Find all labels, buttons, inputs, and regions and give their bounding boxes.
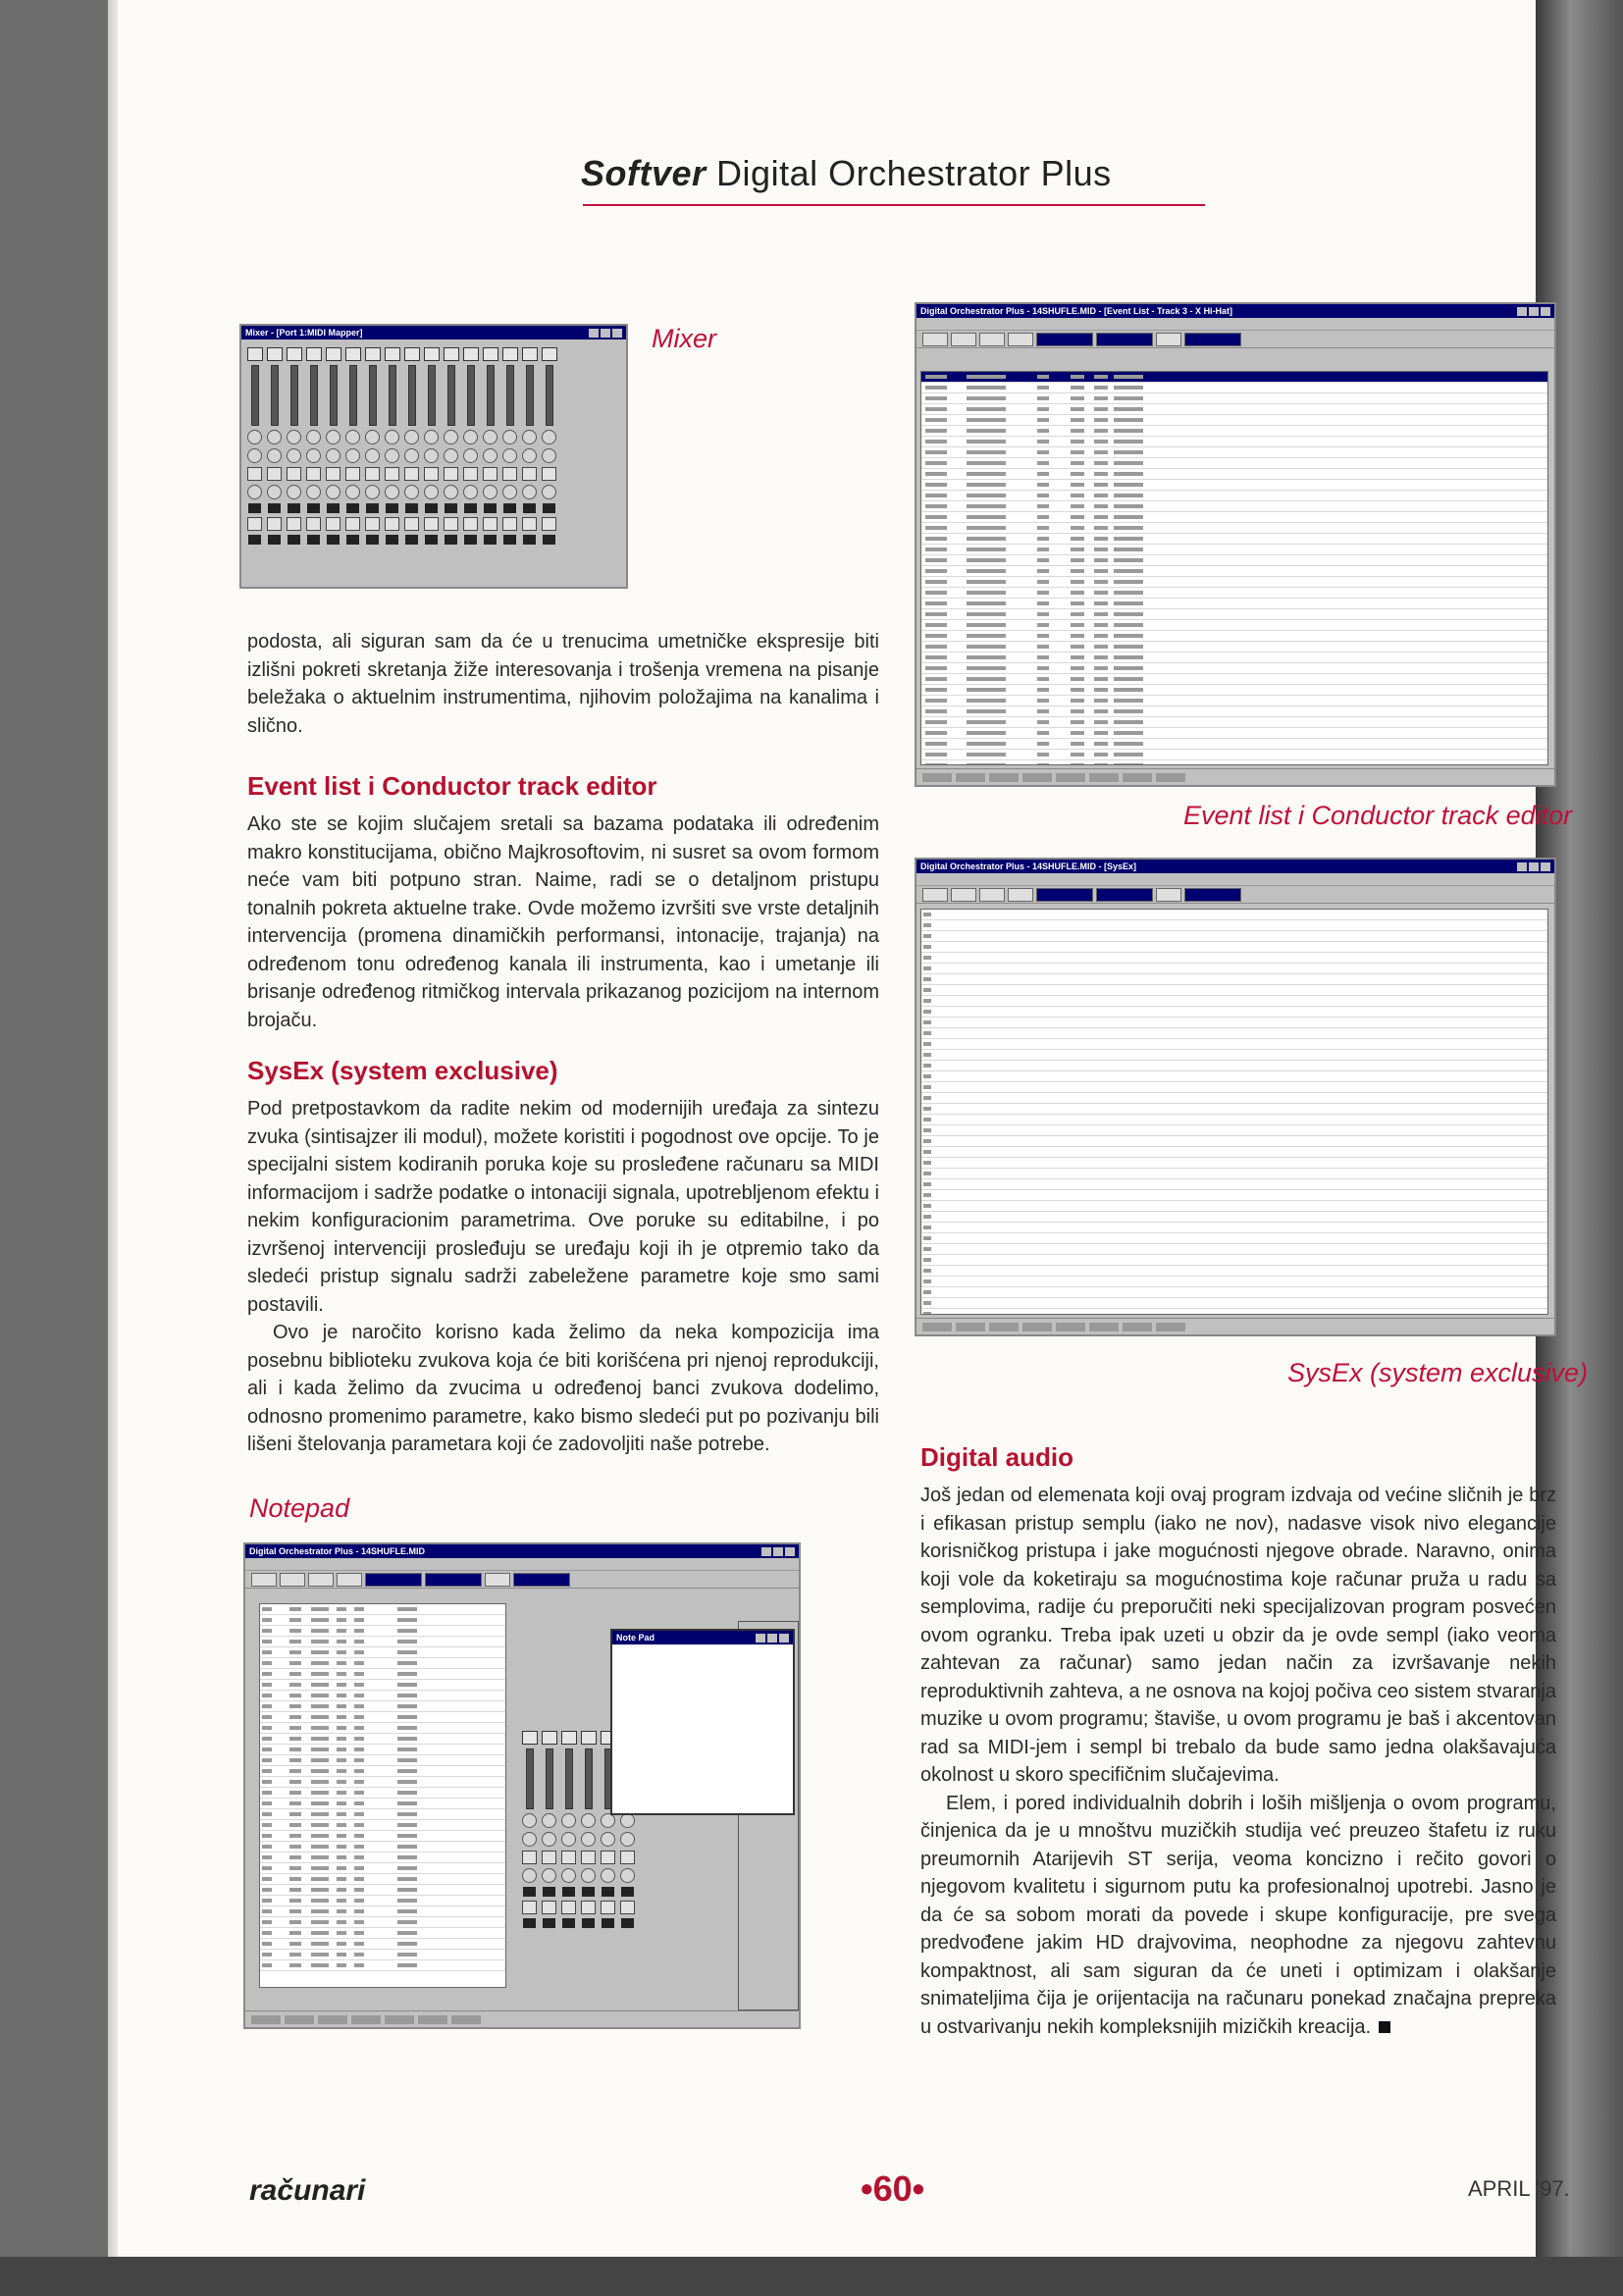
mixer-channel-strip: [522, 1731, 537, 2006]
table-row: [921, 1050, 1547, 1061]
sysex-body: [247, 1095, 879, 1459]
table-row: [921, 620, 1547, 631]
digital-audio-text-2: [920, 1790, 1556, 2042]
footer-date: APRIL '97.: [1468, 2176, 1570, 2201]
table-row: [921, 1201, 1547, 1212]
table-row: [260, 1788, 505, 1799]
header-rule: [583, 204, 1205, 206]
table-row: [921, 985, 1547, 996]
table-row: [921, 696, 1547, 706]
sysex-window-title: Digital Orchestrator Plus - 14SHUFLE.MID - [SysEx]: [920, 861, 1137, 871]
table-row: [260, 1637, 505, 1647]
table-row: [921, 588, 1547, 599]
table-row: [921, 964, 1547, 974]
table-row: [921, 1309, 1547, 1315]
table-row: [921, 501, 1547, 512]
sysex-text-1: Pod pretpostavkom da radite nekim od modernijih uređaja za sintezu zvuka (sintisajzer ili modul), možete koristiti i pogodnost ove opcije. To je specijalni sistem kodiranih poruka koje su prosleđene računaru sa MIDI informacijom i sadrže podatke o intonaciji signala, upotrebljenom efektu i nekim konfiguracionim parametrima. Ove poruke su editabilne, i po izvršenoj intervenciji prosleđuju se uređaju koji ih je otpremio tako da sledeći pristup signalu sadrži zabeležene parametre koje smo sami postavili.: [247, 1098, 879, 1316]
header-title: Digital Orchestrator Plus: [716, 153, 1112, 193]
mixer-channel-strip: [306, 347, 321, 583]
table-row: [921, 1223, 1547, 1233]
table-row: [921, 996, 1547, 1007]
table-row: [260, 1766, 505, 1777]
table-row: [921, 577, 1547, 588]
heading-digital-audio: Digital audio: [920, 1442, 1073, 1472]
digital-audio-text-1: Još jedan od elemenata koji ovaj program izdvaja od većine sličnih je brz i efikasan pristup semplu (iako ne nov), nadasve visok nivo elegancije korisničkog pristupa i jake mogućnosti njegove obrade. Naravno, onima koji vole da koketiraju sa mogućnostima koje računar pruža u radu sa semplovima, radije ću preporučiti neki specijalizovan program posvećen ovom ogranku. Treba ipak uzeti u obzir da je ovde sempl (iako veoma zahtevan za računar) samo jedan način za izvršavanje nekih reproduktivnih zahteva, a ne osnova na kojoj počiva ceo sistem stvaranja muzike u ovom programu; štaviše, u ovom programu je baš i akcentovan rad sa MIDI-jem i sempl bi trebalo da bude samo jedna olakšavajuća okolnost u skoro specifičnim slučajevima.: [920, 1485, 1556, 1786]
table-row: [260, 1669, 505, 1680]
table-row: [921, 1190, 1547, 1201]
footer-magazine: računari: [249, 2174, 366, 2207]
table-row: [260, 1701, 505, 1712]
table-row: [260, 1799, 505, 1809]
mixer-channel-strip: [502, 347, 517, 583]
table-row: [921, 717, 1547, 728]
table-row: [921, 631, 1547, 642]
notepad-window-title: Digital Orchestrator Plus - 14SHUFLE.MID: [249, 1546, 426, 1556]
table-row: [260, 1960, 505, 1971]
table-row: [260, 1723, 505, 1734]
heading-event-list: Event list i Conductor track editor: [247, 771, 657, 801]
mixer-channel-strip: [561, 1731, 576, 2006]
scan-background: [0, 2257, 1623, 2296]
table-row: [260, 1604, 505, 1615]
heading-sysex: SysEx (system exclusive): [247, 1056, 558, 1085]
event-list-screenshot: [915, 302, 1556, 787]
event-list-table: [920, 371, 1548, 765]
table-row: [921, 555, 1547, 566]
event-list-window-title: Digital Orchestrator Plus - 14SHUFLE.MID - [Event List - Track 3 - X Hi-Hat]: [920, 306, 1233, 316]
table-row: [260, 1658, 505, 1669]
table-row: [921, 910, 1547, 920]
table-row: [921, 545, 1547, 555]
event-list-titlebar: [916, 304, 1554, 318]
table-row: [260, 1874, 505, 1885]
event-list-body: [247, 810, 879, 1034]
table-row: [260, 1885, 505, 1896]
table-row: [260, 1712, 505, 1723]
table-row: [921, 652, 1547, 663]
table-row: [260, 1831, 505, 1842]
table-row: [921, 383, 1547, 393]
table-row: [260, 1917, 505, 1928]
sysex-titlebar: [916, 860, 1554, 873]
table-row: [921, 1233, 1547, 1244]
digital-audio-body: [920, 1482, 1556, 2041]
table-row: [921, 685, 1547, 696]
table-row: [921, 437, 1547, 447]
table-row: [260, 1950, 505, 1960]
table-row: [921, 728, 1547, 739]
notepad-titlebar: [245, 1544, 799, 1558]
digital-audio-text-2-content: Elem, i pored individualnih dobrih i loših mišljenja o ovom programu, činjenica da je u mnoštvu muzičkih studija već preuzeo štafetu iz ruku preumornih Atarijevih ST serija, veoma koncizno i rečito govori o njegovom kvalitetu i sigurnom putu ka profesionalnoj upotrebi. Jasno je da će sa sobom morati da povede i skupe konfiguracije, pre svega predvođene jakim HD drajvovima, neophodne za njegovu zahtevnu kompaktnost, ali sam siguran da će uneti i optimizam i olakšanje snimateljima čija je orijentacija na računaru ponekad značajna prepreka u ostvarivanju nekih kompleksnijih mizičkih kreacija.: [920, 1792, 1556, 2038]
mixer-channel-strip: [385, 347, 399, 583]
table-row: [921, 1061, 1547, 1071]
table-row: [921, 1158, 1547, 1169]
table-row: [921, 1082, 1547, 1093]
table-row: [921, 674, 1547, 685]
table-row: [921, 1266, 1547, 1277]
table-row: [921, 760, 1547, 765]
footer-page-number: •60•: [861, 2168, 925, 2209]
table-row: [921, 415, 1547, 426]
table-row: [260, 1755, 505, 1766]
intro-text: podosta, ali siguran sam da će u trenucima umetničke ekspresije biti izlišni pokreti skretanja žiže interesovanja i trošenja vremena na pisanje beležaka o aktuelnim instrumentima, njihovim položajima na kanalima i slično.: [247, 631, 879, 737]
caption-notepad: Notepad: [249, 1493, 350, 1523]
mixer-channel-strip: [581, 1731, 596, 2006]
table-row: [921, 523, 1547, 534]
table-row: [921, 447, 1547, 458]
table-row: [260, 1615, 505, 1626]
table-row: [921, 1104, 1547, 1115]
table-row: [921, 512, 1547, 523]
table-row: [921, 1018, 1547, 1028]
table-row: [921, 974, 1547, 985]
mixer-channel-strip: [483, 347, 497, 583]
table-row: [260, 1928, 505, 1939]
table-row: [921, 1028, 1547, 1039]
intro-paragraph: [247, 628, 879, 740]
table-row: [921, 599, 1547, 609]
mixer-screenshot: [239, 324, 628, 589]
table-row: [260, 1896, 505, 1906]
table-row: [260, 1691, 505, 1701]
table-row: [260, 1777, 505, 1788]
header-brand: Softver: [581, 153, 707, 193]
table-row: [921, 931, 1547, 942]
table-row: [260, 1680, 505, 1691]
table-row: [921, 1039, 1547, 1050]
caption-mixer: Mixer: [652, 324, 716, 353]
sysex-screenshot: [915, 858, 1556, 1336]
table-row: [921, 1115, 1547, 1125]
caption-event-list: Event list i Conductor track editor: [1183, 801, 1573, 830]
mixer-channel-strip: [287, 347, 301, 583]
section-header: [581, 153, 1112, 194]
table-row: [921, 534, 1547, 545]
notepad-screenshot: [243, 1542, 801, 2029]
mixer-titlebar: [241, 326, 626, 339]
mixer-channel-strip: [444, 347, 458, 583]
table-row: [921, 1244, 1547, 1255]
table-row: [921, 1212, 1547, 1223]
table-row: [260, 1939, 505, 1950]
mixer-channel-strip: [424, 347, 439, 583]
table-row: [921, 404, 1547, 415]
event-list-text: Ako ste se kojim slučajem sretali sa bazama podataka ili određenim makro konstitucijama, obično Majkrosoftovim, ni susret sa ovom formom neće vam biti potpuno stran. Naime, radi se o detaljnom pristupu tonalnih pokreta aktuelne trake. Ovde možemo izvršiti sve vrste detaljnih intervencija (promena dinamičkih performansi, intonacije, trajanja) na određenom tonu određenog kanala ili instrumenta, kao i umetanje ili brisanje određenog ritmičkog intervala prikazanog pozicijom na internom brojaču.: [247, 813, 879, 1031]
table-row: [921, 663, 1547, 674]
table-row: [260, 1863, 505, 1874]
table-row: [921, 739, 1547, 750]
table-row: [921, 480, 1547, 491]
table-row: [921, 920, 1547, 931]
mixer-channel-strips: [247, 347, 556, 583]
table-row: [260, 1906, 505, 1917]
mixer-channel-strip: [247, 347, 262, 583]
table-row: [921, 1179, 1547, 1190]
mixer-channel-strip: [267, 347, 282, 583]
table-row: [921, 393, 1547, 404]
table-row: [921, 1093, 1547, 1104]
mixer-channel-strip: [404, 347, 419, 583]
table-row: [921, 458, 1547, 469]
table-row: [260, 1647, 505, 1658]
mixer-channel-strip: [542, 347, 556, 583]
mixer-channel-strip: [345, 347, 360, 583]
mixer-channel-strip: [522, 347, 537, 583]
table-row: [921, 1277, 1547, 1287]
table-row: [260, 1626, 505, 1637]
table-row: [260, 1820, 505, 1831]
mixer-channel-strip: [463, 347, 478, 583]
table-row: [260, 1852, 505, 1863]
table-row: [260, 1842, 505, 1852]
table-row: [921, 1147, 1547, 1158]
table-row: [921, 750, 1547, 760]
table-row: [921, 1169, 1547, 1179]
notepad-track-table: [259, 1603, 506, 1988]
table-row: [921, 469, 1547, 480]
sysex-table: [920, 909, 1548, 1315]
table-row: [921, 953, 1547, 964]
table-row: [260, 1734, 505, 1745]
table-row: [921, 426, 1547, 437]
table-row: [260, 1809, 505, 1820]
table-row: [921, 609, 1547, 620]
mixer-window-title: Mixer - [Port 1:MIDI Mapper]: [245, 328, 363, 338]
table-row: [260, 1745, 505, 1755]
table-row: [921, 1125, 1547, 1136]
table-row: [921, 1007, 1547, 1018]
mixer-channel-strip: [326, 347, 340, 583]
table-row: [921, 372, 1547, 383]
mixer-channel-strip: [542, 1731, 556, 2006]
table-row: [921, 706, 1547, 717]
caption-sysex: SysEx (system exclusive): [1287, 1358, 1589, 1387]
notepad-inner-title: Note Pad: [616, 1633, 655, 1643]
table-row: [921, 642, 1547, 652]
mixer-channel-strip: [365, 347, 380, 583]
table-row: [921, 1298, 1547, 1309]
table-row: [921, 1071, 1547, 1082]
table-row: [921, 1287, 1547, 1298]
table-row: [921, 942, 1547, 953]
notepad-note-window: [610, 1629, 795, 1815]
table-row: [921, 566, 1547, 577]
sysex-text-2: Ovo je naročito korisno kada želimo da neka kompozicija ima posebnu biblioteku zvukova koja će biti korišćena pri njenoj reprodukciji, ali i kada želimo da zvucima u određenoj banci zvukova dodelimo, odnosno promenimo parametre, kako bismo sledeći put po pozivanju bili lišeni štelovanja parametara koji će zadovoljiti naše potrebe.: [247, 1322, 879, 1455]
table-row: [921, 491, 1547, 501]
table-row: [921, 1136, 1547, 1147]
table-row: [921, 1255, 1547, 1266]
end-of-article-mark: [1379, 2021, 1390, 2033]
